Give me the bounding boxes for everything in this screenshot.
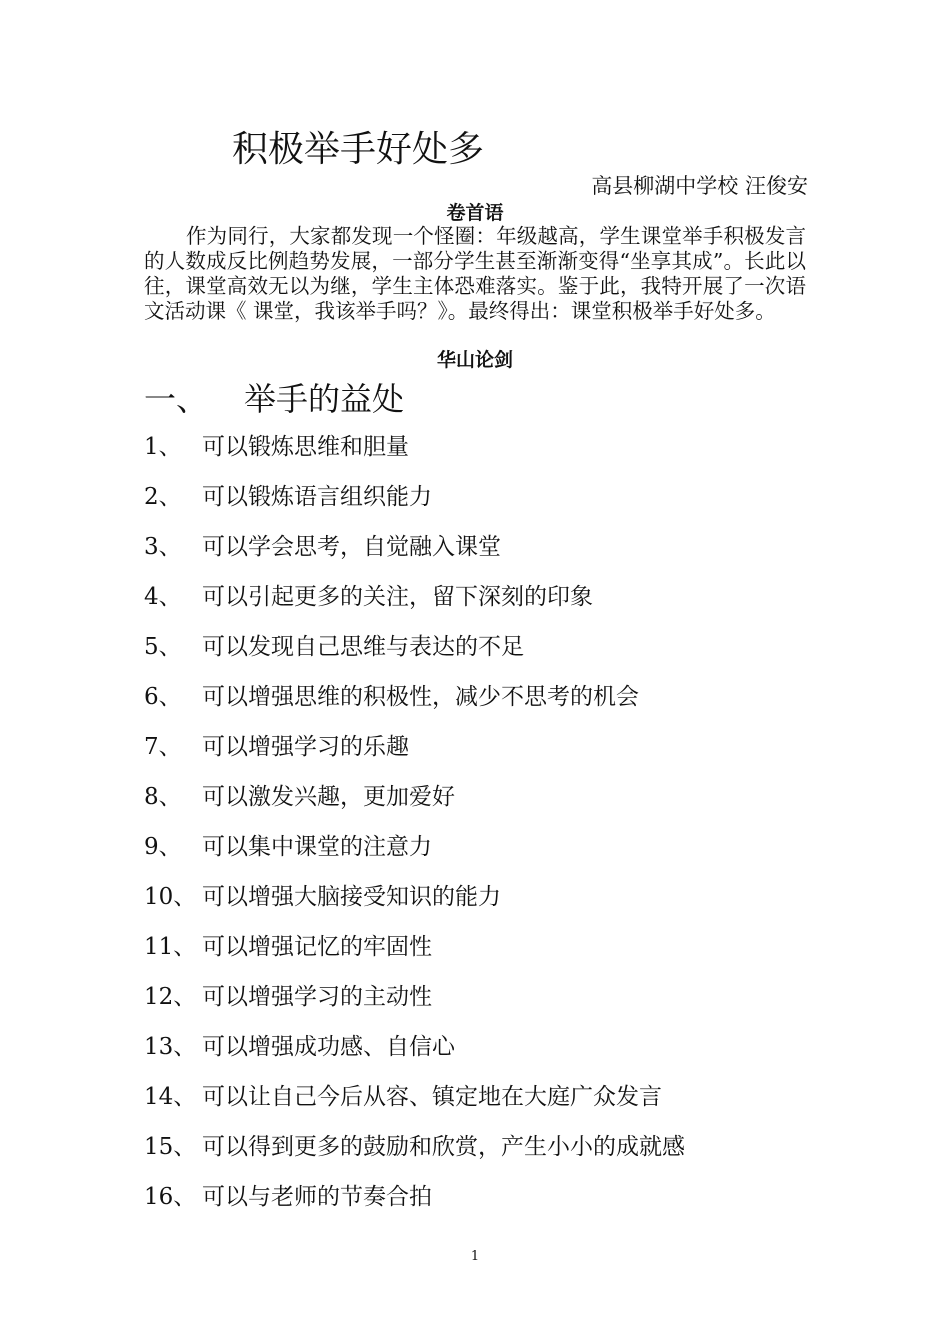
list-item [144,530,685,580]
list-item [144,980,685,1030]
document-title: 积极举手好处多 [232,129,485,170]
part-heading [144,376,404,422]
benefits-list [144,430,685,1230]
list-item [144,780,685,830]
list-item-text: 可以引起更多的关注，留下深刻的印象 [202,584,593,610]
list-item-number: 13、 [144,1034,197,1060]
list-item-text: 可以与老师的节奏合拍 [202,1184,432,1210]
list-item-number: 15、 [144,1134,197,1160]
author-line: 高县柳湖中学校 汪俊安 [591,174,808,198]
part-number: 一、 [144,380,209,418]
list-item [144,1030,685,1080]
list-item [144,680,685,730]
list-item-number: 12、 [144,984,197,1010]
list-item-text: 可以锻炼思维和胆量 [202,434,409,460]
list-item-number: 7、 [144,734,182,760]
list-item-number: 4、 [144,584,182,610]
list-item [144,1080,685,1130]
list-item [144,730,685,780]
list-item-number: 3、 [144,534,182,560]
list-item-number: 8、 [144,784,182,810]
list-item [144,1130,685,1180]
list-item-number: 16、 [144,1184,197,1210]
list-item-text: 可以学会思考，自觉融入课堂 [202,534,501,560]
list-item-number: 6、 [144,684,182,710]
preface-heading: 卷首语 [446,202,504,224]
list-item-text: 可以激发兴趣，更加爱好 [202,784,455,810]
list-item [144,830,685,880]
list-item-text: 可以增强学习的乐趣 [202,734,409,760]
list-item-number: 2、 [144,484,182,510]
list-item [144,1180,685,1230]
list-item-number: 14、 [144,1084,197,1110]
list-item-number: 5、 [144,634,182,660]
list-item-text: 可以增强记忆的牢固性 [202,934,432,960]
preface-paragraph: 作为同行，大家都发现一个怪圈：年级越高，学生课堂举手积极发言的人数成反比例趋势发展，一部分学生甚至渐渐变得“坐享其成”。长此以往，课堂高效无以为继，学生主体恐难落实。鉴于此，我特开展了一次语文活动课《 课堂，我该举手吗？》。最终得出：课堂积极举手好处多。 [144,224,806,323]
list-item [144,480,685,530]
list-item-text: 可以集中课堂的注意力 [202,834,432,860]
list-item-text: 可以锻炼语言组织能力 [202,484,432,510]
part-title: 举手的益处 [244,380,405,418]
list-item-number: 1、 [144,434,182,460]
list-item-text: 可以增强成功感、自信心 [202,1034,455,1060]
list-item-number: 9、 [144,834,182,860]
list-item [144,930,685,980]
section-heading: 华山论剑 [436,349,513,371]
list-item-number: 10、 [144,884,197,910]
list-item-text: 可以增强思维的积极性，减少不思考的机会 [202,684,639,710]
list-item [144,430,685,480]
page-number: 1 [470,1249,480,1264]
list-item-number: 11、 [144,934,197,960]
list-item [144,880,685,930]
list-item-text: 可以增强学习的主动性 [202,984,432,1010]
list-item [144,630,685,680]
list-item-text: 可以发现自己思维与表达的不足 [202,634,524,660]
list-item-text: 可以让自己今后从容、镇定地在大庭广众发言 [202,1084,662,1110]
list-item-text: 可以增强大脑接受知识的能力 [202,884,501,910]
list-item-text: 可以得到更多的鼓励和欣赏，产生小小的成就感 [202,1134,685,1160]
list-item [144,580,685,630]
